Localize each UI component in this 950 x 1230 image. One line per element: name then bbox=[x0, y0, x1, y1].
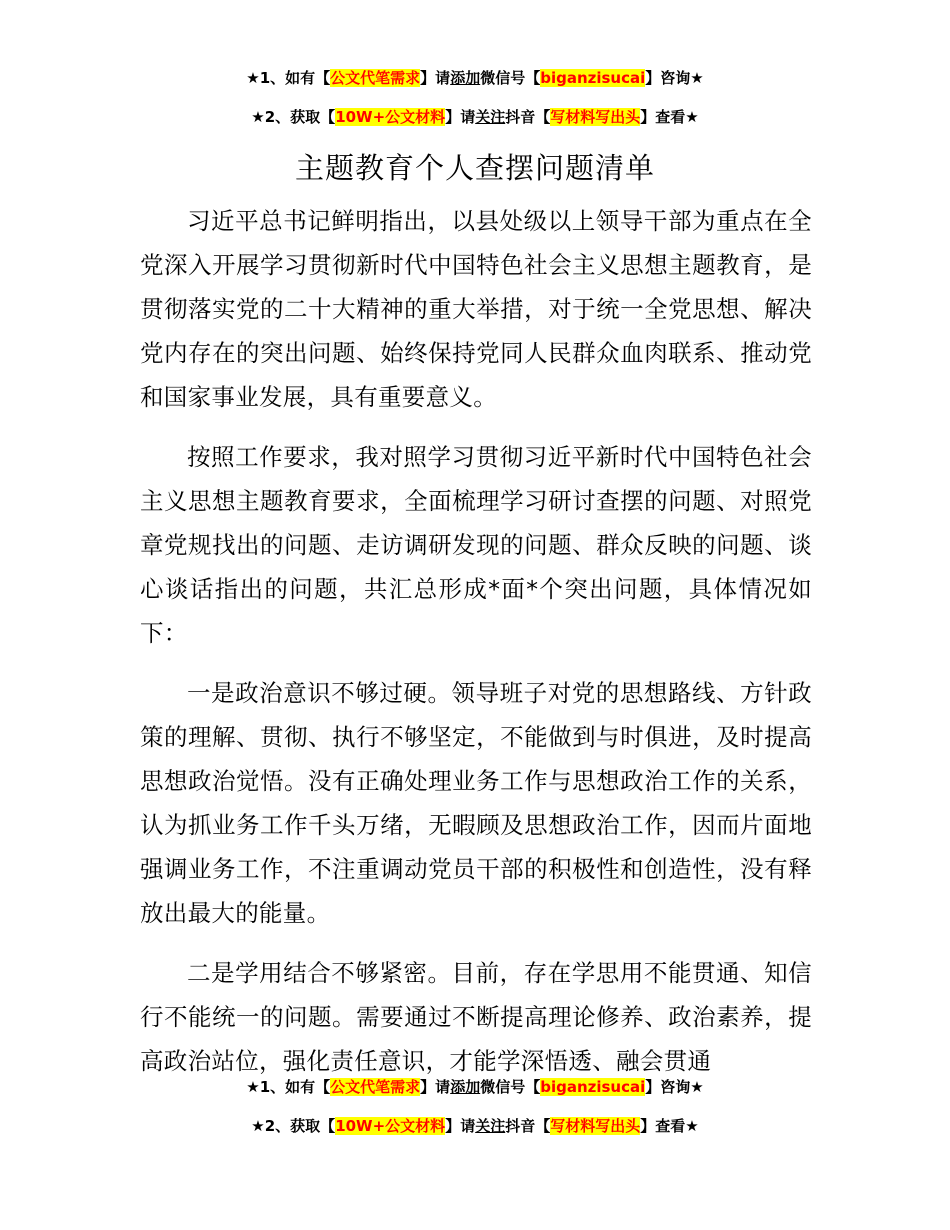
promo-text: 抖音【 bbox=[505, 108, 551, 126]
promo-highlight-douyin-account: 写材料写出头 bbox=[550, 108, 641, 126]
promo-prefix: ★2、获取【 bbox=[251, 108, 336, 126]
promo-underlined-word: 添加 bbox=[450, 1078, 481, 1096]
promo-text: 】请 bbox=[420, 69, 451, 87]
promo-text: 微信号【 bbox=[480, 69, 541, 87]
promo-suffix: 】咨询★ bbox=[645, 69, 704, 87]
document-body bbox=[140, 199, 812, 1099]
promo-highlight-materials: 10W+公文材料 bbox=[335, 1117, 446, 1135]
footer-promo-line-2 bbox=[0, 1115, 950, 1137]
paragraph-overview: 按照工作要求，我对照学习贯彻习近平新时代中国特色社会主义思想主题教育要求，全面梳理学习研讨查摆的问题、对照党章党规找出的问题、走访调研发现的问题、群众反映的问题、谈心谈话指出的问题，共汇总形成*面*个突出问题，具体情况如下： bbox=[140, 443, 812, 647]
promo-suffix: 】查看★ bbox=[640, 1117, 699, 1135]
promo-suffix: 】咨询★ bbox=[645, 1078, 704, 1096]
promo-text: 抖音【 bbox=[505, 1117, 551, 1135]
promo-prefix: ★1、如有【 bbox=[246, 69, 331, 87]
promo-highlight-douyin-account: 写材料写出头 bbox=[550, 1117, 641, 1135]
promo-highlight-service: 公文代笔需求 bbox=[330, 69, 421, 87]
promo-highlight-materials: 10W+公文材料 bbox=[335, 108, 446, 126]
promo-text: 】请 bbox=[445, 1117, 476, 1135]
promo-highlight-wechat-id: biganzisucai bbox=[540, 69, 646, 87]
promo-prefix: ★2、获取【 bbox=[251, 1117, 336, 1135]
header-promo-line-2 bbox=[0, 106, 950, 128]
promo-text: 微信号【 bbox=[480, 1078, 541, 1096]
footer-promo-line-1 bbox=[0, 1076, 950, 1098]
paragraph-issue-2: 二是学用结合不够紧密。目前，存在学思用不能贯通、知信行不能统一的问题。需要通过不断提高理论修养、政治素养，提高政治站位，强化责任意识，才能学深悟透、融会贯通 bbox=[140, 959, 812, 1075]
header-promo-line-1 bbox=[0, 67, 950, 89]
promo-underlined-word: 关注 bbox=[475, 1117, 506, 1135]
promo-prefix: ★1、如有【 bbox=[246, 1078, 331, 1096]
promo-underlined-word: 关注 bbox=[475, 108, 506, 126]
promo-text: 】请 bbox=[420, 1078, 451, 1096]
promo-highlight-wechat-id: biganzisucai bbox=[540, 1078, 646, 1096]
promo-underlined-word: 添加 bbox=[450, 69, 481, 87]
paragraph-issue-1: 一是政治意识不够过硬。领导班子对党的思想路线、方针政策的理解、贯彻、执行不够坚定，不能做到与时俱进，及时提高思想政治觉悟。没有正确处理业务工作与思想政治工作的关系，认为抓业务工作千头万绪，无暇顾及思想政治工作，因而片面地强调业务工作，不注重调动党员干部的积极性和创造性，没有释放出最大的能量。 bbox=[140, 679, 812, 927]
paragraph-intro: 习近平总书记鲜明指出，以县处级以上领导干部为重点在全党深入开展学习贯彻新时代中国特色社会主义思想主题教育，是贯彻落实党的二十大精神的重大举措，对于统一全党思想、解决党内存在的突出问题、始终保持党同人民群众血肉联系、推动党和国家事业发展，具有重要意义。 bbox=[140, 207, 812, 411]
promo-text: 】请 bbox=[445, 108, 476, 126]
promo-highlight-service: 公文代笔需求 bbox=[330, 1078, 421, 1096]
document-title: 主题教育个人查摆问题清单 bbox=[294, 151, 655, 185]
promo-suffix: 】查看★ bbox=[640, 108, 699, 126]
